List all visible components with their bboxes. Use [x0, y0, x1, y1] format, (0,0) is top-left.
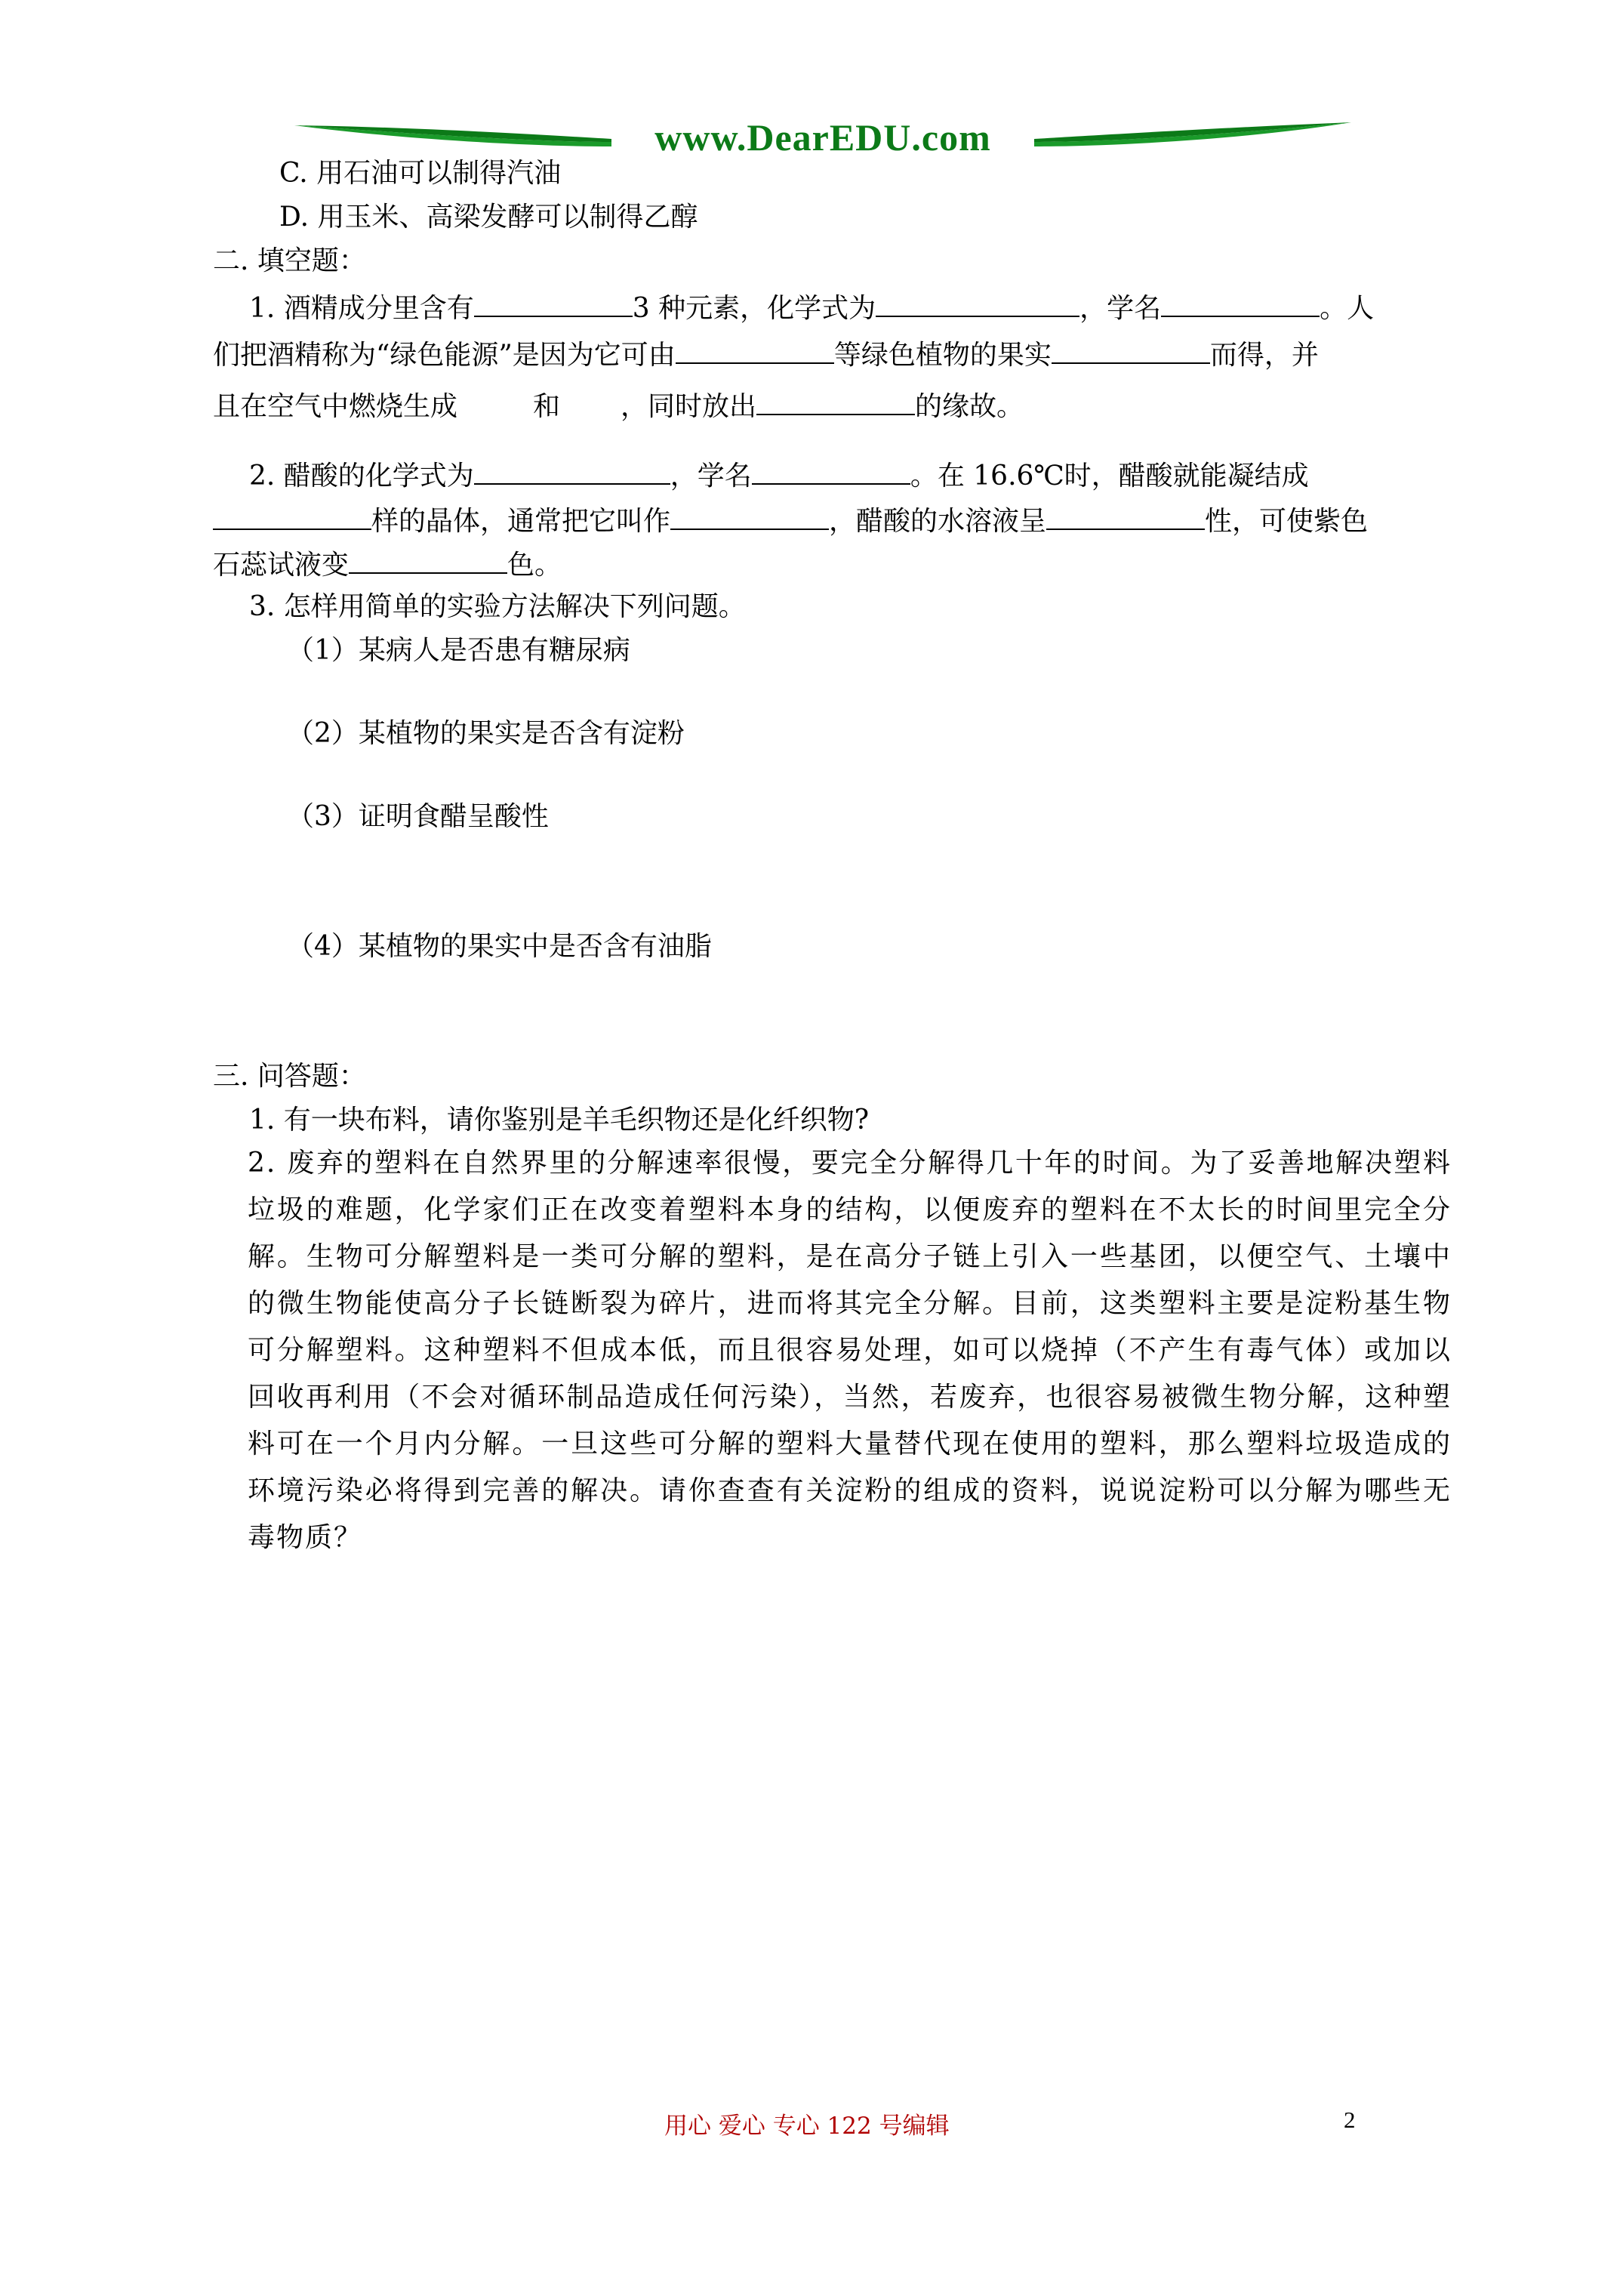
q2-blank-3[interactable]: [213, 501, 371, 530]
q2-line-1: [249, 456, 1309, 495]
q3-item-1: （1）某病人是否患有糖尿病: [287, 635, 630, 666]
q2-blank-1[interactable]: [474, 456, 670, 485]
q3-item-4: （4）某植物的果实中是否含有油脂: [287, 931, 712, 962]
section-2-heading: 二. 填空题：: [213, 245, 366, 276]
q2-text-8: 色。: [507, 550, 562, 581]
q2-blank-4[interactable]: [670, 501, 829, 530]
q1-blank-6[interactable]: [756, 387, 915, 415]
q1-blank-4[interactable]: [676, 335, 834, 364]
q2-text-3: 。在 16.6℃时，醋酸就能凝结成: [910, 461, 1309, 492]
section-3-heading: 三. 问答题：: [213, 1061, 366, 1092]
q2-text-1: 2. 醋酸的化学式为: [249, 461, 474, 492]
q2-text-4: 样的晶体，通常把它叫作: [371, 506, 671, 537]
q1-text-2: 3 种元素，化学式为: [632, 293, 876, 324]
s3-q1: 1. 有一块布料，请你鉴别是羊毛织物还是化纤织物?: [249, 1105, 870, 1136]
q3-item-2: （2）某植物的果实是否含有淀粉: [287, 718, 685, 749]
page-number: 2: [1344, 2106, 1356, 2133]
q1-text-7: 而得，并: [1209, 340, 1319, 371]
q1-text-4: 。人: [1320, 293, 1375, 324]
q1-blank-1[interactable]: [474, 288, 633, 317]
q1-text-11: 的缘故。: [915, 391, 1024, 422]
q2-text-5: ，醋酸的水溶液呈: [829, 506, 1047, 537]
q1-blank-5[interactable]: [1052, 335, 1210, 364]
option-c: C. 用石油可以制得汽油: [279, 158, 562, 189]
q1-text-9: 和: [533, 391, 561, 422]
logo-text: www.DearEDU.com: [654, 116, 991, 159]
q1-text-5: 们把酒精称为“绿色能源”是因为它可由: [213, 340, 676, 371]
q1-blank-3[interactable]: [1161, 288, 1320, 317]
q2-line-2: [213, 501, 1368, 540]
q1-text-10: ，同时放出: [621, 391, 757, 422]
q2-text-2: ，学名: [670, 461, 752, 492]
q1-blank-2[interactable]: [876, 288, 1079, 317]
q3-item-3: （3）证明食醋呈酸性: [287, 801, 549, 832]
q2-line-3: [213, 545, 562, 584]
option-d: D. 用玉米、高梁发酵可以制得乙醇: [279, 202, 698, 233]
header-logo: [294, 112, 1351, 159]
q2-text-6: 性，可使紫色: [1205, 506, 1369, 537]
q1-text-1: 1. 酒精成分里含有: [249, 293, 474, 324]
q3-stem: 3. 怎样用简单的实验方法解决下列问题。: [249, 591, 746, 622]
q2-text-7: 石蕊试液变: [213, 550, 350, 581]
q1-line-1: [249, 288, 1374, 327]
footer-text: 用心 爱心 专心 122 号编辑: [664, 2113, 950, 2140]
q2-blank-2[interactable]: [752, 456, 910, 485]
q1-line-2: [213, 335, 1319, 374]
q2-blank-5[interactable]: [1046, 501, 1205, 530]
q1-text-6: 等绿色植物的果实: [833, 340, 1052, 371]
q2-blank-6[interactable]: [349, 545, 507, 574]
q1-line-3: [213, 387, 1024, 425]
q1-text-3: ，学名: [1079, 293, 1162, 324]
q1-text-8: 且在空气中燃烧生成: [213, 391, 458, 422]
s3-q2: 2. 废弃的塑料在自然界里的分解速率很慢，要完全分解得几十年的时间。为了妥善地解决塑料垃圾的难题，化学家们正在改变着塑料本身的结构，以便废弃的塑料在不太长的时间里完全分解。生物可分解塑料是一类可分解的塑料，是在高分子链上引入一些基团，以便空气、土壤中的微生物能使高分子长链断裂为碎片，进而将其完全分解。目前，这类塑料主要是淀粉基生物可分解塑料。这种塑料不但成本低，而且很容易处理，如可以烧掉（不产生有毒气体）或加以回收再利用（不会对循环制品造成任何污染），当然，若废弃，也很容易被微生物分解，这种塑料可在一个月内分解。一旦这些可分解的塑料大量替代现在使用的塑料，那么塑料垃圾造成的环境污染必将得到完善的解决。请你查查有关淀粉的组成的资料，说说淀粉可以分解为哪些无毒物质？: [248, 1148, 1452, 1553]
